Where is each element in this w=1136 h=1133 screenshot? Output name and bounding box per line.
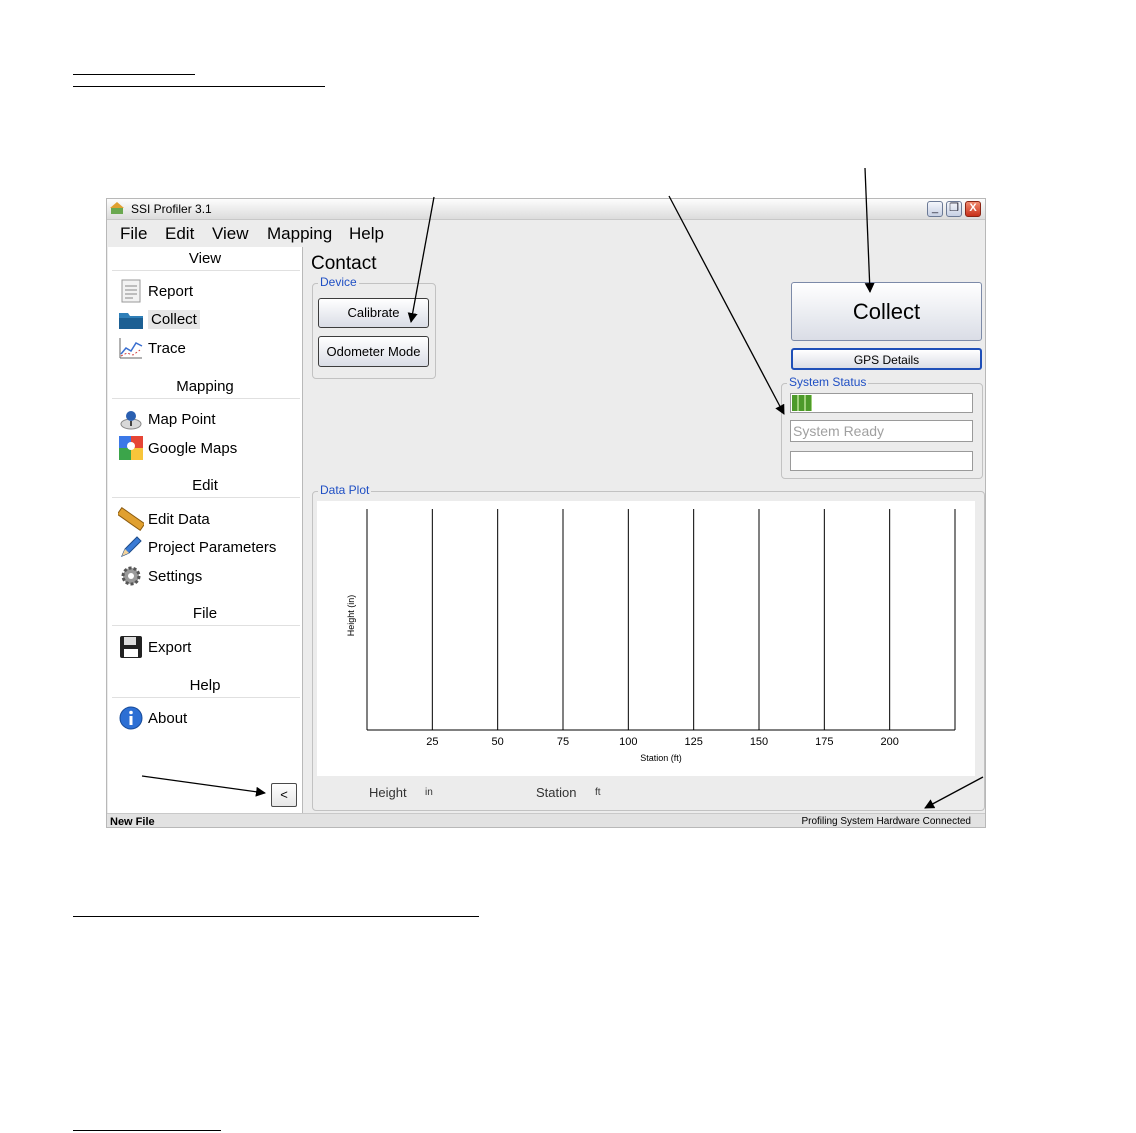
page-title: Contact (311, 253, 377, 274)
system-status-label: System Status (789, 375, 867, 389)
sidebar-section-edit: Edit (192, 477, 218, 494)
sidebar-item-label: Trace (148, 339, 186, 357)
device-group-label: Device (320, 275, 357, 289)
menu-view[interactable]: View (212, 224, 249, 243)
data-plot-label: Data Plot (320, 483, 370, 497)
sidebar-item-label: Settings (148, 567, 203, 585)
height-readout-label: Height (369, 785, 407, 800)
calibrate-button[interactable]: Calibrate (318, 298, 429, 328)
sidebar-item-label: About (148, 709, 188, 727)
gps-details-button[interactable]: GPS Details (791, 348, 982, 370)
sidebar-section-view: View (188, 250, 222, 267)
x-tick-label: 25 (426, 736, 439, 748)
sidebar-section-help: Help (189, 677, 221, 694)
collapse-sidebar-button[interactable]: < (271, 783, 297, 807)
status-left-text: New File (110, 816, 155, 828)
arrow-to-collect (865, 168, 870, 292)
sidebar-item-label: Collect (148, 310, 200, 329)
sidebar-section-mapping: Mapping (176, 378, 234, 395)
x-axis-label: Station (ft) (640, 753, 682, 763)
restore-button[interactable]: ❐ (946, 201, 962, 217)
station-readout-label: Station (536, 785, 577, 800)
arrow-to-system-status (669, 196, 784, 414)
x-tick-label: 125 (684, 736, 703, 748)
status-message-field: System Ready (790, 420, 973, 442)
status-right-text: Profiling System Hardware Connected (801, 816, 971, 827)
menu-file[interactable]: File (120, 224, 148, 243)
station-unit-label: ft (595, 787, 601, 798)
y-axis-label: Height (in) (346, 594, 356, 637)
odometer-mode-button[interactable]: Odometer Mode (318, 336, 429, 367)
menu-help[interactable]: Help (349, 224, 384, 243)
height-unit-label: in (425, 787, 433, 798)
x-tick-label: 100 (619, 736, 638, 748)
x-tick-label: 150 (749, 736, 769, 748)
sidebar-item-label: Project Parameters (148, 538, 277, 556)
x-tick-label: 50 (491, 736, 504, 748)
sidebar-item-label: Google Maps (148, 439, 238, 457)
window-title: SSI Profiler 3.1 (131, 202, 212, 216)
menu-edit[interactable]: Edit (165, 224, 195, 243)
close-button[interactable]: X (965, 201, 981, 217)
x-tick-label: 175 (815, 736, 834, 748)
arrow-to-collapse (142, 776, 265, 793)
menu-mapping[interactable]: Mapping (267, 224, 333, 243)
x-tick-label: 200 (880, 736, 899, 748)
sidebar-section-file: File (192, 605, 218, 622)
arrow-to-calibrate (411, 197, 434, 322)
sidebar-item-label: Edit Data (148, 510, 210, 528)
sidebar-item-label: Map Point (148, 410, 216, 428)
x-tick-label: 75 (556, 736, 570, 748)
collect-button[interactable]: Collect (791, 282, 982, 341)
minimize-button[interactable]: _ (927, 201, 943, 217)
sidebar-item-label: Report (148, 282, 194, 300)
sidebar-item-label: Export (148, 638, 192, 656)
arrow-to-status-bar (925, 777, 983, 808)
